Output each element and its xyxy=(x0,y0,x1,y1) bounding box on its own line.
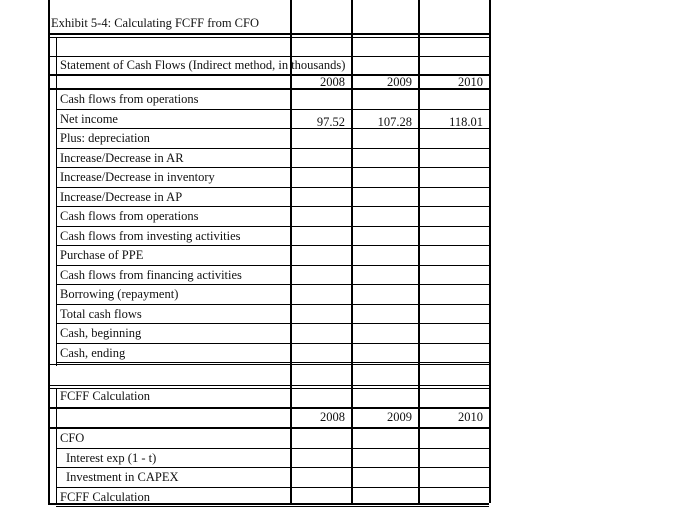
statement-row-label: Cash flows from operations xyxy=(60,209,199,223)
statement-row-label: Net income xyxy=(60,111,118,126)
grid-line xyxy=(48,503,489,505)
fcff-year-header-2008: 2008 xyxy=(320,409,345,424)
fcff-year-header-2009: 2009 xyxy=(387,409,412,424)
exhibit-title: Exhibit 5-4: Calculating FCFF from CFO xyxy=(51,16,259,30)
statement-row-label: Cash flows from financing activities xyxy=(60,267,242,282)
statement-title: Statement of Cash Flows (Indirect method, in thousands) xyxy=(60,58,346,72)
fcff-row-label: FCFF Calculation xyxy=(60,489,150,504)
grid-line xyxy=(48,33,489,35)
fcff-row-label: Interest exp (1 - t) xyxy=(66,450,157,465)
grid-line xyxy=(56,109,489,110)
statement-row-label: Cash, beginning xyxy=(60,326,142,340)
grid-line xyxy=(56,37,57,366)
year-header-2009: 2009 xyxy=(387,74,412,89)
statement-row-value: 118.01 xyxy=(449,114,483,129)
year-header-2010: 2010 xyxy=(458,74,483,89)
fcff-row-label: CFO xyxy=(60,431,85,445)
statement-row-label: Increase/Decrease in inventory xyxy=(60,170,215,184)
statement-row-label: Purchase of PPE xyxy=(60,248,144,262)
statement-row-label: Cash flows from operations xyxy=(60,92,199,106)
fcff-title: FCFF Calculation xyxy=(60,389,150,403)
grid-line xyxy=(48,364,489,365)
grid-line xyxy=(489,0,491,503)
statement-row-label: Cash flows from investing activities xyxy=(60,228,241,243)
statement-row-label: Increase/Decrease in AR xyxy=(60,150,184,165)
statement-row-value: 107.28 xyxy=(377,114,412,129)
fcff-year-header-2010: 2010 xyxy=(458,409,483,424)
statement-row-value: 97.52 xyxy=(316,114,345,129)
year-header-2008: 2008 xyxy=(320,74,345,89)
grid-line xyxy=(48,37,489,38)
statement-row-label: Increase/Decrease in AP xyxy=(60,189,183,204)
statement-row-label: Borrowing (repayment) xyxy=(60,287,179,301)
statement-row-label: Plus: depreciation xyxy=(60,131,150,145)
statement-row-label: Cash, ending xyxy=(60,345,126,360)
statement-row-label: Total cash flows xyxy=(60,306,142,321)
grid-line xyxy=(48,427,489,429)
grid-line xyxy=(48,385,489,386)
grid-line xyxy=(56,362,489,363)
fcff-row-label: Investment in CAPEX xyxy=(66,470,179,484)
grid-line xyxy=(56,506,489,507)
